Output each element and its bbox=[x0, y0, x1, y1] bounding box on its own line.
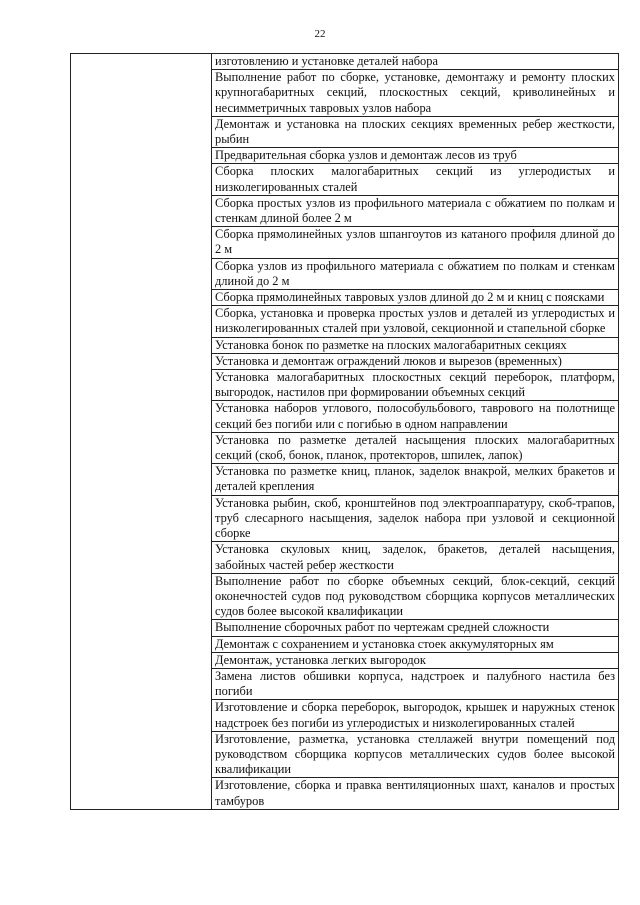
left-column-cell bbox=[71, 54, 212, 810]
duty-cell: Сборка узлов из профильного материала с обжатием по полкам и стенкам длиной до 2 м bbox=[212, 258, 619, 289]
duty-cell: Выполнение сборочных работ по чертежам средней сложности bbox=[212, 620, 619, 636]
duty-cell: Выполнение работ по сборке, установке, демонтажу и ремонту плоских крупногабаритных секций, плоскостных секций, криволинейных и несимметричных тавровых узлов набора bbox=[212, 70, 619, 117]
duty-cell: Демонтаж с сохранением и установка стоек аккумуляторных ям bbox=[212, 636, 619, 652]
duty-cell: Демонтаж и установка на плоских секциях временных ребер жесткости, рыбин bbox=[212, 116, 619, 147]
duty-cell: Сборка прямолинейных тавровых узлов длиной до 2 м и книц с поясками bbox=[212, 290, 619, 306]
duty-cell: Демонтаж, установка легких выгородок bbox=[212, 652, 619, 668]
duty-cell: Сборка плоских малогабаритных секций из углеродистых и низколегированных сталей bbox=[212, 164, 619, 195]
duty-cell: Установка наборов углового, полособульбового, таврового на полотнище секций без погиби или с погибью в одном направлении bbox=[212, 401, 619, 432]
duty-cell: изготовлению и установке деталей набора bbox=[212, 54, 619, 70]
duty-cell: Установка и демонтаж ограждений люков и вырезов (временных) bbox=[212, 353, 619, 369]
duties-table-body bbox=[71, 54, 619, 810]
duty-cell: Сборка, установка и проверка простых узлов и деталей из углеродистых и низколегированных сталей при узловой, секционной и стапельной сборке bbox=[212, 306, 619, 337]
duty-cell: Изготовление, разметка, установка стеллажей внутри помещений под руководством сборщика корпусов металлических судов более высокой квалификации bbox=[212, 731, 619, 778]
page-number: 22 bbox=[314, 28, 326, 40]
duty-cell: Выполнение работ по сборке объемных секций, блок-секций, секций оконечностей судов под руководством сборщика корпусов металлических судов более высокой квалификации bbox=[212, 573, 619, 620]
duty-cell: Изготовление и сборка переборок, выгородок, крышек и наружных стенок надстроек без погиби из углеродистых и низколегированных сталей bbox=[212, 700, 619, 731]
duty-cell: Сборка простых узлов из профильного материала с обжатием по полкам и стенкам длиной более 2 м bbox=[212, 195, 619, 226]
duty-cell: Установка бонок по разметке на плоских малогабаритных секциях bbox=[212, 337, 619, 353]
duty-cell: Установка рыбин, скоб, кронштейнов под электроаппаратуру, скоб-трапов, труб слесарного насыщения, заделок набора при узловой и секционной сборке bbox=[212, 495, 619, 542]
duty-cell: Установка скуловых книц, заделок, бракетов, деталей насыщения, забойных частей ребер жесткости bbox=[212, 542, 619, 573]
duty-cell: Сборка прямолинейных узлов шпангоутов из катаного профиля длиной до 2 м bbox=[212, 227, 619, 258]
duty-cell: Установка по разметке книц, планок, заделок внакрой, мелких бракетов и деталей крепления bbox=[212, 464, 619, 495]
duty-cell: Замена листов обшивки корпуса, надстроек и палубного настила без погиби bbox=[212, 668, 619, 699]
table-row bbox=[71, 54, 619, 70]
duty-cell: Предварительная сборка узлов и демонтаж лесов из труб bbox=[212, 148, 619, 164]
duty-cell: Изготовление, сборка и правка вентиляционных шахт, каналов и простых тамбуров bbox=[212, 778, 619, 809]
duty-cell: Установка малогабаритных плоскостных секций переборок, платформ, выгородок, настилов при формировании объемных секций bbox=[212, 370, 619, 401]
duties-table bbox=[70, 53, 619, 810]
duty-cell: Установка по разметке деталей насыщения плоских малогабаритных секций (скоб, бонок, планок, протекторов, шпилек, лапок) bbox=[212, 432, 619, 463]
